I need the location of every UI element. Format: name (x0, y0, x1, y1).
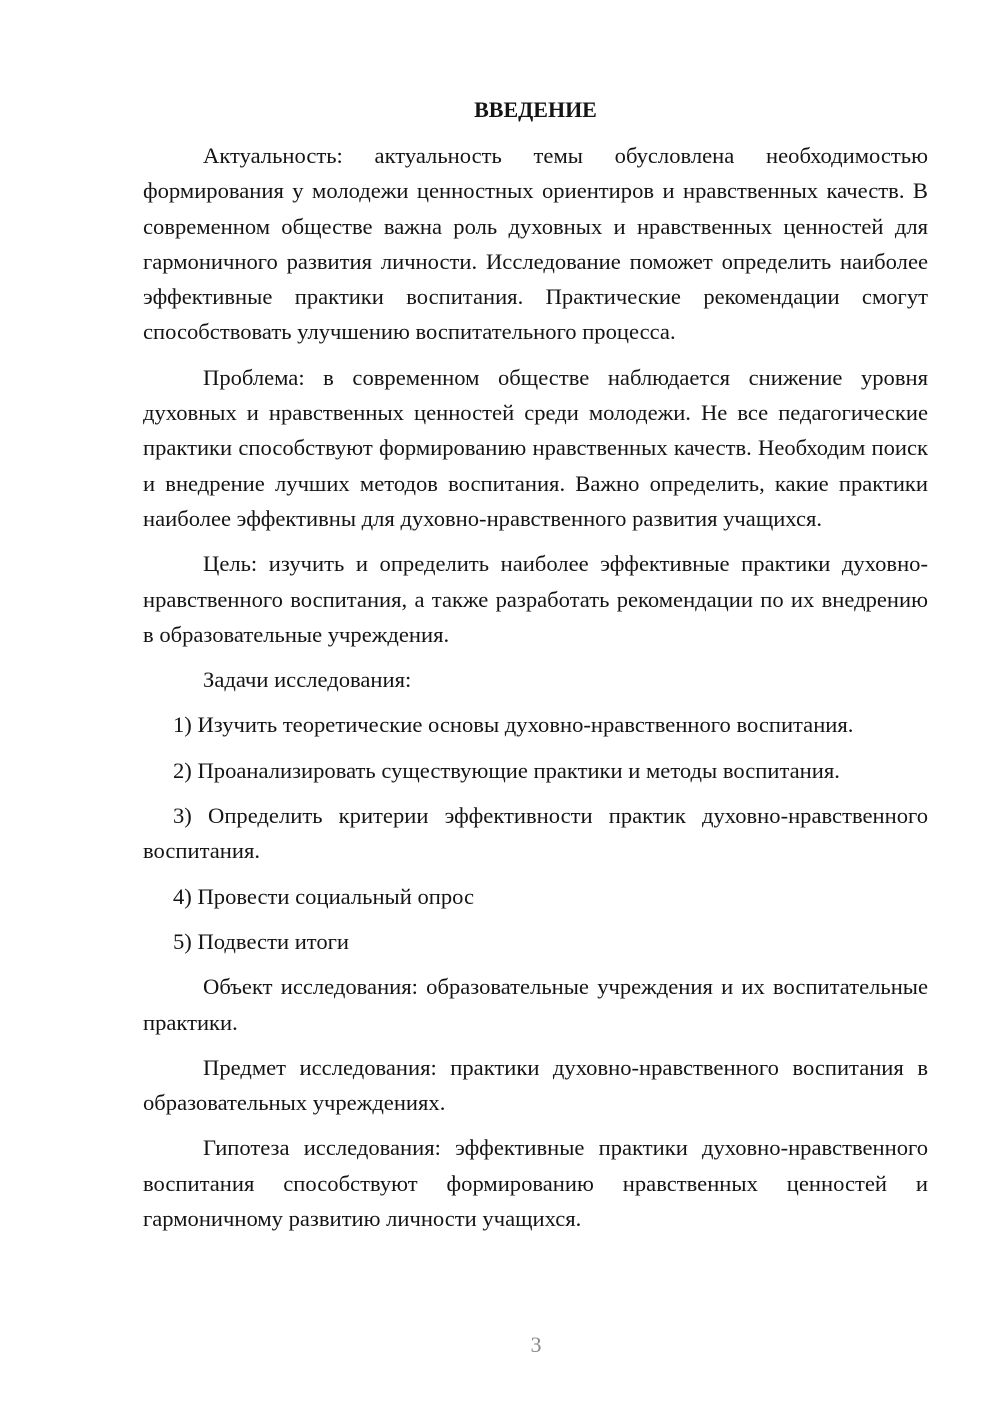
task-item-4: 4) Провести социальный опрос (173, 883, 475, 909)
relevance-paragraph: Актуальность: актуальность темы обусловлена необходимостью формирования у молодежи ценностных ориентиров и нравственных качеств. В современном обществе важна роль духовных и нравственных ценностей для гармоничного развития личности. Исследование поможет определить наиболее эффективные практики воспитания. Практические рекомендации смогут способствовать улучшению воспитательного процесса. (143, 143, 928, 345)
page-number: 3 (530, 1332, 542, 1357)
task-item-3: 3) Определить критерии эффективности практик духовно-нравственного воспитания. (143, 803, 928, 864)
object-paragraph: Объект исследования: образовательные учреждения и их воспитательные практики. (143, 974, 928, 1035)
document-page (143, 92, 928, 1246)
task-item-1: 1) Изучить теоретические основы духовно-нравственного воспитания. (173, 712, 854, 738)
hypothesis-paragraph: Гипотеза исследования: эффективные практики духовно-нравственного воспитания способствуют формированию нравственных ценностей и гармоничному развитию личности учащихся. (143, 1135, 928, 1232)
section-title: ВВЕДЕНИЕ (474, 97, 597, 122)
tasks-heading: Задачи исследования: (203, 667, 412, 693)
task-item-2: 2) Проанализировать существующие практики и методы воспитания. (173, 757, 840, 783)
task-item-5: 5) Подвести итоги (173, 928, 350, 954)
subject-paragraph: Предмет исследования: практики духовно-нравственного воспитания в образовательных учреждениях. (143, 1054, 928, 1116)
problem-paragraph: Проблема: в современном обществе наблюдается снижение уровня духовных и нравственных ценностей среди молодежи. Не все педагогические практики способствуют формированию нравственных качеств. Необходим поиск и внедрение лучших методов воспитания. Важно определить, какие практики наиболее эффективны для духовно-нравственного развития учащихся. (143, 364, 928, 531)
goal-paragraph: Цель: изучить и определить наиболее эффективные практики духовно-нравственного воспитания, а также разработать рекомендации по их внедрению в образовательные учреждения. (143, 551, 928, 647)
